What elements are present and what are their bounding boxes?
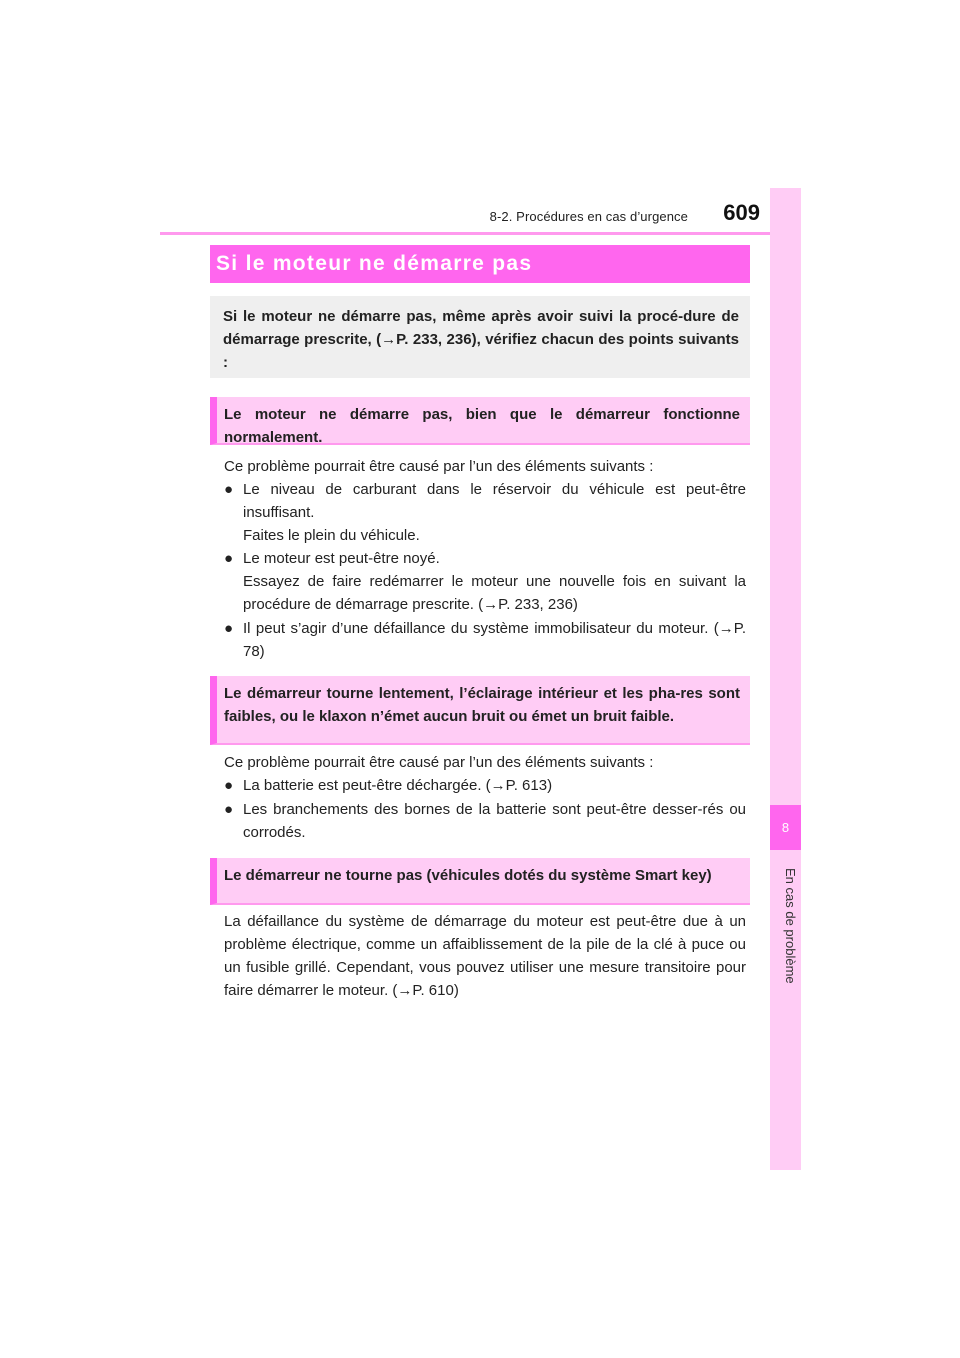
bullet-text: Les branchements des bornes de la batterie sont peut-être desser-rés ou corrodés. bbox=[243, 801, 746, 841]
chapter-number: 8 bbox=[770, 805, 801, 850]
page-title-bar bbox=[210, 245, 750, 283]
section-breadcrumb: 8-2. Procédures en cas d’urgence bbox=[489, 209, 688, 224]
section-1-heading-box bbox=[210, 397, 750, 445]
list-item bbox=[224, 617, 746, 663]
chapter-label: En cas de problème bbox=[783, 868, 798, 984]
list-item bbox=[224, 798, 746, 844]
list-item bbox=[224, 478, 746, 547]
bullet-action: Essayez de faire redémarrer le moteur une nouvelle fois en suivant la procédure de démarrage prescrite. (→P. 233, 236) bbox=[243, 573, 746, 613]
section-1-heading: Le moteur ne démarre pas, bien que le démarreur fonctionne normalement. bbox=[224, 406, 740, 446]
bullet-text: Il peut s’agir d’une défaillance du système immobilisateur du moteur. (→P. 78) bbox=[243, 620, 746, 660]
bullet-action: Faites le plein du véhicule. bbox=[243, 527, 420, 544]
section-1-lead: Ce problème pourrait être causé par l’un des éléments suivants : bbox=[224, 458, 654, 475]
bullet-text: Le moteur est peut-être noyé. bbox=[243, 550, 440, 567]
page-title: Si le moteur ne démarre pas bbox=[216, 252, 533, 275]
bullet-icon: ● bbox=[224, 777, 234, 794]
chapter-side-tab bbox=[770, 188, 801, 1170]
section-2-heading: Le démarreur tourne lentement, l’éclairage intérieur et les pha-res sont faibles, ou le klaxon n’émet aucun bruit ou émet un bruit faible. bbox=[224, 685, 740, 725]
intro-box bbox=[210, 296, 750, 378]
section-3-heading-box bbox=[210, 858, 750, 905]
list-item bbox=[224, 547, 746, 616]
page-number: 609 bbox=[723, 200, 760, 225]
section-2-lead: Ce problème pourrait être causé par l’un des éléments suivants : bbox=[224, 754, 654, 771]
section-2-heading-box bbox=[210, 676, 750, 745]
intro-text: Si le moteur ne démarre pas, même après avoir suivi la procé-dure de démarrage prescrite, (→P. 233, 236), vérifiez chacun des points suivants : bbox=[223, 308, 739, 371]
section-3-heading: Le démarreur ne tourne pas (véhicules dotés du système Smart key) bbox=[224, 867, 712, 884]
bullet-text: La batterie est peut-être déchargée. (→P. 613) bbox=[243, 777, 553, 794]
section-3-body: La défaillance du système de démarrage du moteur est peut-être due à un problème électrique, comme un affaiblissement de la pile de la clé à puce ou un fusible grillé. Cependant, vous pouvez utiliser une mesure transitoire pour faire démarrer le moteur. (→P. 610) bbox=[224, 913, 746, 999]
bullet-icon: ● bbox=[224, 801, 234, 818]
bullet-icon: ● bbox=[224, 481, 234, 498]
bullet-icon: ● bbox=[224, 550, 234, 567]
header-divider bbox=[160, 232, 800, 235]
bullet-icon: ● bbox=[224, 620, 234, 637]
list-item bbox=[224, 774, 746, 797]
bullet-text: Le niveau de carburant dans le réservoir du véhicule est peut-être insuffisant. bbox=[243, 481, 746, 521]
